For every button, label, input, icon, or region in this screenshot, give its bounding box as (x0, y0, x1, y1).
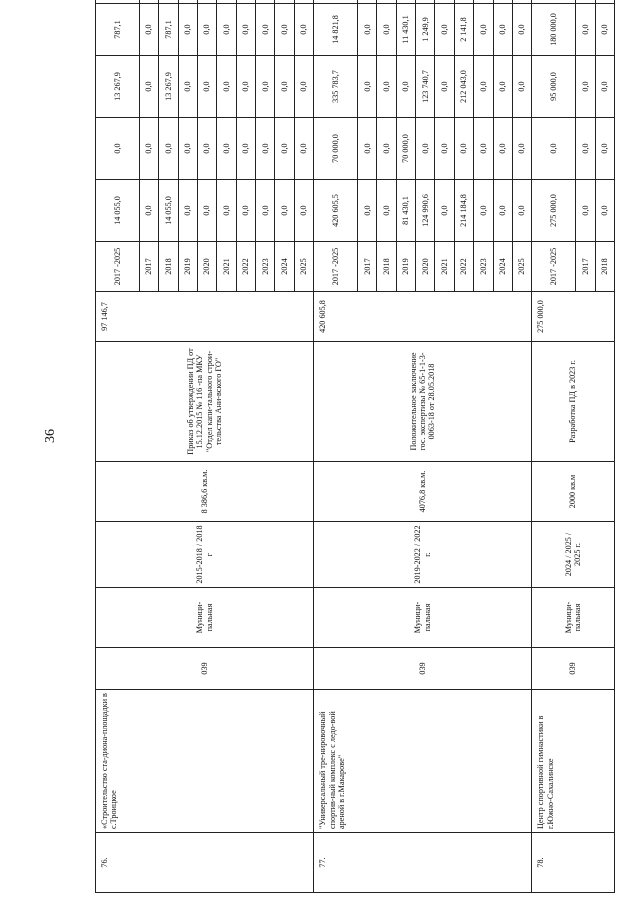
year-cell: 2023 (256, 242, 275, 292)
regional-amount: 212 043,0 (454, 56, 473, 118)
year-cell: 2018 (159, 242, 178, 292)
municipal-amount: 11 430,1 (396, 4, 415, 56)
design-document: Положительное заключение гос. экспертизы № 65-1-1-3-0063-18 от 28.05.2018 (314, 342, 532, 462)
year-cell: 2017 -2025 (96, 242, 140, 292)
year-cell: 2017 (576, 242, 595, 292)
other-amount (435, 0, 454, 4)
federal-amount: 0,0 (140, 118, 159, 180)
regional-amount: 0,0 (256, 56, 275, 118)
total-amount: 81 430,1 (396, 180, 415, 242)
municipal-amount: 1 249,9 (416, 4, 435, 56)
other-amount (159, 0, 178, 4)
total-amount: 0,0 (275, 180, 294, 242)
table-row (532, 0, 576, 893)
total-amount: 0,0 (595, 180, 614, 242)
total-amount: 0,0 (512, 180, 531, 242)
total-amount: 0,0 (576, 180, 595, 242)
object-name: «Строительство ста-диона-площадки в с.Троицкое (96, 690, 314, 833)
municipal-amount: 0,0 (595, 4, 614, 56)
regional-amount: 95 000,0 (532, 56, 576, 118)
municipal-amount: 0,0 (474, 4, 493, 56)
regional-amount: 0,0 (294, 56, 313, 118)
year-cell: 2018 (595, 242, 614, 292)
ownership-form: Муници-пальная (96, 588, 314, 648)
municipal-amount: 0,0 (198, 4, 217, 56)
year-cell: 2022 (454, 242, 473, 292)
other-amount (358, 0, 377, 4)
federal-amount: 0,0 (474, 118, 493, 180)
municipal-amount: 0,0 (435, 4, 454, 56)
municipal-amount: 2 141,8 (454, 4, 473, 56)
federal-amount: 0,0 (236, 118, 255, 180)
page-number: 36 (43, 429, 58, 443)
rotated-table (95, 12, 615, 893)
municipal-amount: 787,1 (159, 4, 178, 56)
municipal-amount: 0,0 (256, 4, 275, 56)
federal-amount: 0,0 (217, 118, 236, 180)
federal-amount: 0,0 (198, 118, 217, 180)
regional-amount: 0,0 (178, 56, 197, 118)
federal-amount: 0,0 (512, 118, 531, 180)
other-amount (377, 0, 396, 4)
other-amount (314, 0, 358, 4)
year-cell: 2024 (493, 242, 512, 292)
other-amount (256, 0, 275, 4)
regional-amount: 0,0 (595, 56, 614, 118)
federal-amount: 0,0 (159, 118, 178, 180)
federal-amount: 0,0 (576, 118, 595, 180)
construction-table (95, 0, 615, 893)
federal-amount: 0,0 (275, 118, 294, 180)
regional-amount: 0,0 (377, 56, 396, 118)
regional-amount: 0,0 (275, 56, 294, 118)
municipal-amount: 787,1 (96, 4, 140, 56)
row-number: 78. (532, 833, 615, 893)
federal-amount: 0,0 (493, 118, 512, 180)
municipal-amount: 0,0 (294, 4, 313, 56)
total-amount: 0,0 (474, 180, 493, 242)
municipal-amount: 0,0 (217, 4, 236, 56)
year-cell: 2022 (236, 242, 255, 292)
municipal-amount: 0,0 (576, 4, 595, 56)
regional-amount: 0,0 (474, 56, 493, 118)
other-amount (576, 0, 595, 4)
table-body (96, 0, 615, 893)
other-amount (96, 0, 140, 4)
table-row (314, 0, 358, 893)
total-amount: 0,0 (178, 180, 197, 242)
ownership-form: Муници-пальная (314, 588, 532, 648)
federal-amount: 0,0 (96, 118, 140, 180)
regional-amount: 13 267,9 (159, 56, 178, 118)
federal-amount: 0,0 (377, 118, 396, 180)
municipal-amount: 0,0 (512, 4, 531, 56)
total-amount: 14 055,0 (96, 180, 140, 242)
regional-amount: 0,0 (217, 56, 236, 118)
other-amount (416, 0, 435, 4)
year-cell: 2021 (217, 242, 236, 292)
year-cell: 2020 (198, 242, 217, 292)
federal-amount: 0,0 (454, 118, 473, 180)
other-amount (217, 0, 236, 4)
regional-amount: 0,0 (358, 56, 377, 118)
object-capacity: 8 386,6 кв.м. (96, 462, 314, 522)
regional-amount: 123 740,7 (416, 56, 435, 118)
estimated-cost: 275 000,0 (532, 292, 615, 342)
object-capacity: 4076,8 кв.м. (314, 462, 532, 522)
design-document: Приказ об утверждении ПД от 15.12.2015 № 116 -па МКУ "Отдел капи-тального строи-тельства Ани-вского ГО" (96, 342, 314, 462)
object-name: Центр спортивной гимнастики в г.Южно-Сахалинске (532, 690, 615, 833)
year-cell: 2024 (275, 242, 294, 292)
federal-amount: 0,0 (256, 118, 275, 180)
other-amount (532, 0, 576, 4)
grbs-code: 039 (96, 648, 314, 690)
year-cell: 2021 (435, 242, 454, 292)
municipal-amount: 0,0 (178, 4, 197, 56)
total-amount: 420 605,5 (314, 180, 358, 242)
ownership-form: Муници-пальная (532, 588, 615, 648)
municipal-amount: 0,0 (377, 4, 396, 56)
federal-amount: 0,0 (435, 118, 454, 180)
year-cell: 2018 (377, 242, 396, 292)
total-amount: 14 055,0 (159, 180, 178, 242)
regional-amount: 0,0 (198, 56, 217, 118)
municipal-amount: 0,0 (358, 4, 377, 56)
municipal-amount: 0,0 (275, 4, 294, 56)
municipal-amount: 0,0 (140, 4, 159, 56)
grbs-code: 039 (314, 648, 532, 690)
object-name: "Универсальный тре-нировочный спортив-ный комплекс с ледо-вой ареной в г.Макарове" (314, 690, 532, 833)
municipal-amount: 0,0 (236, 4, 255, 56)
table-row (96, 0, 140, 893)
other-amount (198, 0, 217, 4)
federal-amount: 0,0 (358, 118, 377, 180)
municipal-amount: 14 821,8 (314, 4, 358, 56)
municipal-amount: 180 000,0 (532, 4, 576, 56)
total-amount: 0,0 (294, 180, 313, 242)
object-capacity: 2000 кв.м (532, 462, 615, 522)
year-cell: 2017 (140, 242, 159, 292)
other-amount (493, 0, 512, 4)
regional-amount: 0,0 (236, 56, 255, 118)
other-amount (396, 0, 415, 4)
federal-amount: 70 000,0 (314, 118, 358, 180)
year-cell: 2025 (294, 242, 313, 292)
year-cell: 2017 (358, 242, 377, 292)
total-amount: 0,0 (377, 180, 396, 242)
regional-amount: 0,0 (435, 56, 454, 118)
total-amount: 0,0 (435, 180, 454, 242)
total-amount: 0,0 (198, 180, 217, 242)
other-amount (236, 0, 255, 4)
row-number: 76. (96, 833, 314, 893)
year-cell: 2017 -2025 (532, 242, 576, 292)
design-document: Разработка ПД в 2023 г. (532, 342, 615, 462)
regional-amount: 0,0 (576, 56, 595, 118)
regional-amount: 0,0 (493, 56, 512, 118)
total-amount: 0,0 (217, 180, 236, 242)
regional-amount: 335 783,7 (314, 56, 358, 118)
other-amount (512, 0, 531, 4)
total-amount: 0,0 (358, 180, 377, 242)
year-cell: 2019 (396, 242, 415, 292)
construction-period: 2024 / 2025 / 2025 г. (532, 522, 615, 588)
construction-period: 2019-2022 / 2022 г. (314, 522, 532, 588)
year-cell: 2020 (416, 242, 435, 292)
regional-amount: 0,0 (396, 56, 415, 118)
construction-period: 2015-2018 / 2018 г (96, 522, 314, 588)
federal-amount: 0,0 (416, 118, 435, 180)
total-amount: 214 184,8 (454, 180, 473, 242)
other-amount (294, 0, 313, 4)
total-amount: 0,0 (140, 180, 159, 242)
estimated-cost: 97 146,7 (96, 292, 314, 342)
regional-amount: 0,0 (140, 56, 159, 118)
estimated-cost: 420 605,8 (314, 292, 532, 342)
federal-amount: 0,0 (532, 118, 576, 180)
regional-amount: 13 267,9 (96, 56, 140, 118)
other-amount (454, 0, 473, 4)
other-amount (178, 0, 197, 4)
regional-amount: 0,0 (512, 56, 531, 118)
total-amount: 0,0 (256, 180, 275, 242)
grbs-code: 039 (532, 648, 615, 690)
other-amount (595, 0, 614, 4)
other-amount (474, 0, 493, 4)
federal-amount: 70 000,0 (396, 118, 415, 180)
row-number: 77. (314, 833, 532, 893)
federal-amount: 0,0 (294, 118, 313, 180)
total-amount: 0,0 (493, 180, 512, 242)
other-amount (140, 0, 159, 4)
year-cell: 2017 -2025 (314, 242, 358, 292)
municipal-amount: 0,0 (493, 4, 512, 56)
year-cell: 2019 (178, 242, 197, 292)
total-amount: 0,0 (236, 180, 255, 242)
year-cell: 2023 (474, 242, 493, 292)
federal-amount: 0,0 (595, 118, 614, 180)
year-cell: 2025 (512, 242, 531, 292)
total-amount: 275 000,0 (532, 180, 576, 242)
total-amount: 124 990,6 (416, 180, 435, 242)
federal-amount: 0,0 (178, 118, 197, 180)
other-amount (275, 0, 294, 4)
